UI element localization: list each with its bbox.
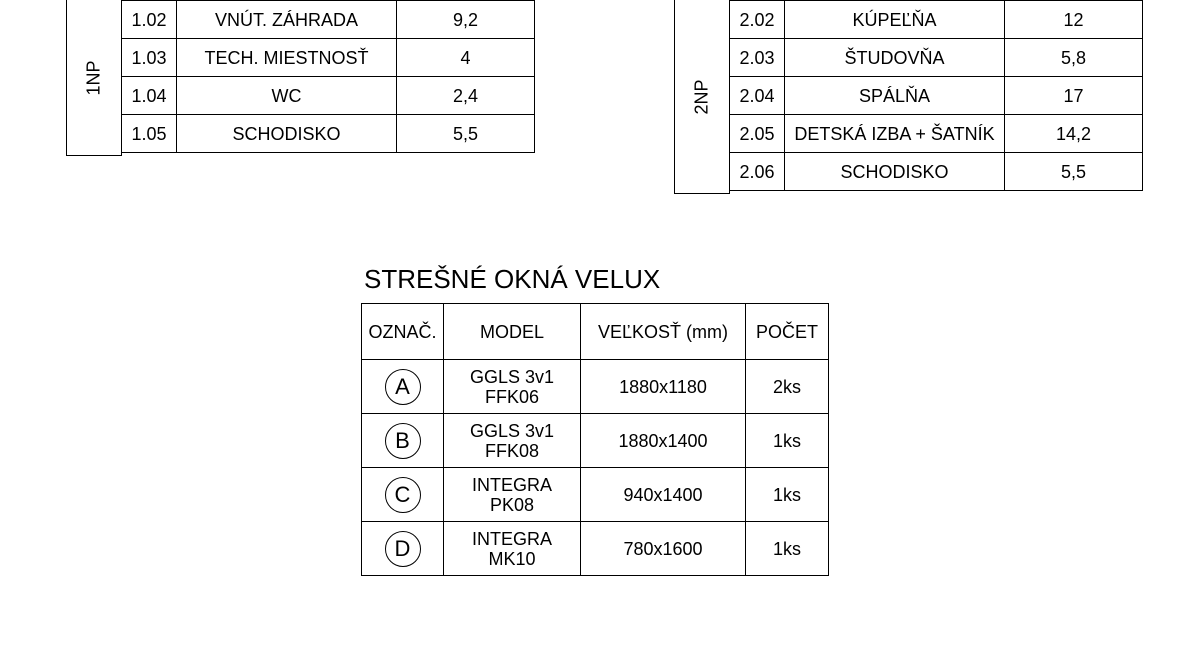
window-model bbox=[444, 468, 581, 522]
velux-header-row bbox=[362, 304, 829, 360]
model-line: MK10 bbox=[488, 548, 536, 569]
window-size: 1880x1180 bbox=[581, 360, 746, 414]
table-row bbox=[730, 1, 1143, 39]
room-area: 9,2 bbox=[397, 1, 535, 39]
header-mark: OZNAČ. bbox=[362, 304, 444, 360]
floor2-label: 2NP bbox=[691, 78, 712, 115]
room-number: 2.06 bbox=[730, 153, 785, 191]
velux-title: STREŠNÉ OKNÁ VELUX bbox=[364, 264, 661, 294]
room-name: SCHODISKO bbox=[785, 153, 1005, 191]
room-name: ŠTUDOVŇA bbox=[785, 39, 1005, 77]
window-model bbox=[444, 360, 581, 414]
model-line: FFK06 bbox=[484, 386, 540, 407]
room-number: 1.04 bbox=[122, 77, 177, 115]
room-name: WC bbox=[177, 77, 397, 115]
mark-circle: B bbox=[385, 423, 421, 459]
room-area: 5,5 bbox=[397, 115, 535, 153]
room-name: SPÁLŇA bbox=[785, 77, 1005, 115]
window-size: 940x1400 bbox=[581, 468, 746, 522]
room-number: 1.02 bbox=[122, 1, 177, 39]
room-name: DETSKÁ IZBA + ŠATNÍK bbox=[785, 115, 1005, 153]
room-number: 2.03 bbox=[730, 39, 785, 77]
table-row bbox=[122, 77, 535, 115]
header-model: MODEL bbox=[444, 304, 581, 360]
window-model bbox=[444, 414, 581, 468]
window-model bbox=[444, 522, 581, 576]
model-line: FFK08 bbox=[484, 440, 540, 461]
floor1-label-cell bbox=[66, 0, 122, 156]
room-number: 2.05 bbox=[730, 115, 785, 153]
table-row bbox=[362, 414, 829, 468]
table-row bbox=[730, 153, 1143, 191]
model-line: PK08 bbox=[489, 494, 535, 515]
room-name: TECH. MIESTNOSŤ bbox=[177, 39, 397, 77]
window-count: 1ks bbox=[746, 468, 829, 522]
table-row bbox=[730, 39, 1143, 77]
window-count: 2ks bbox=[746, 360, 829, 414]
room-area: 14,2 bbox=[1005, 115, 1143, 153]
model-line: GGLS 3v1 bbox=[469, 366, 555, 387]
floor1-rooms-table bbox=[121, 0, 535, 153]
table-row bbox=[362, 360, 829, 414]
table-row bbox=[122, 39, 535, 77]
room-area: 2,4 bbox=[397, 77, 535, 115]
table-row bbox=[730, 115, 1143, 153]
window-size: 1880x1400 bbox=[581, 414, 746, 468]
room-area: 4 bbox=[397, 39, 535, 77]
mark-circle: A bbox=[385, 369, 421, 405]
table-row bbox=[122, 1, 535, 39]
window-count: 1ks bbox=[746, 414, 829, 468]
room-area: 17 bbox=[1005, 77, 1143, 115]
room-area: 5,8 bbox=[1005, 39, 1143, 77]
table-row bbox=[362, 522, 829, 576]
header-size: VEĽKOSŤ (mm) bbox=[581, 304, 746, 360]
model-line: INTEGRA bbox=[471, 528, 552, 549]
mark-circle: D bbox=[385, 531, 421, 567]
room-number: 1.03 bbox=[122, 39, 177, 77]
velux-table bbox=[361, 303, 829, 576]
model-line: GGLS 3v1 bbox=[469, 420, 555, 441]
room-area: 12 bbox=[1005, 1, 1143, 39]
table-row bbox=[122, 115, 535, 153]
header-count: POČET bbox=[746, 304, 829, 360]
floor2-label-cell bbox=[674, 0, 730, 194]
window-count: 1ks bbox=[746, 522, 829, 576]
room-number: 2.04 bbox=[730, 77, 785, 115]
room-name: KÚPEĽŇA bbox=[785, 1, 1005, 39]
room-number: 1.05 bbox=[122, 115, 177, 153]
room-name: SCHODISKO bbox=[177, 115, 397, 153]
table-row bbox=[362, 468, 829, 522]
room-number: 2.02 bbox=[730, 1, 785, 39]
floor2-rooms-table bbox=[729, 0, 1143, 191]
mark-circle: C bbox=[385, 477, 421, 513]
floor1-label: 1NP bbox=[83, 59, 104, 96]
window-size: 780x1600 bbox=[581, 522, 746, 576]
table-row bbox=[730, 77, 1143, 115]
room-area: 5,5 bbox=[1005, 153, 1143, 191]
model-line: INTEGRA bbox=[471, 474, 552, 495]
room-name: VNÚT. ZÁHRADA bbox=[177, 1, 397, 39]
